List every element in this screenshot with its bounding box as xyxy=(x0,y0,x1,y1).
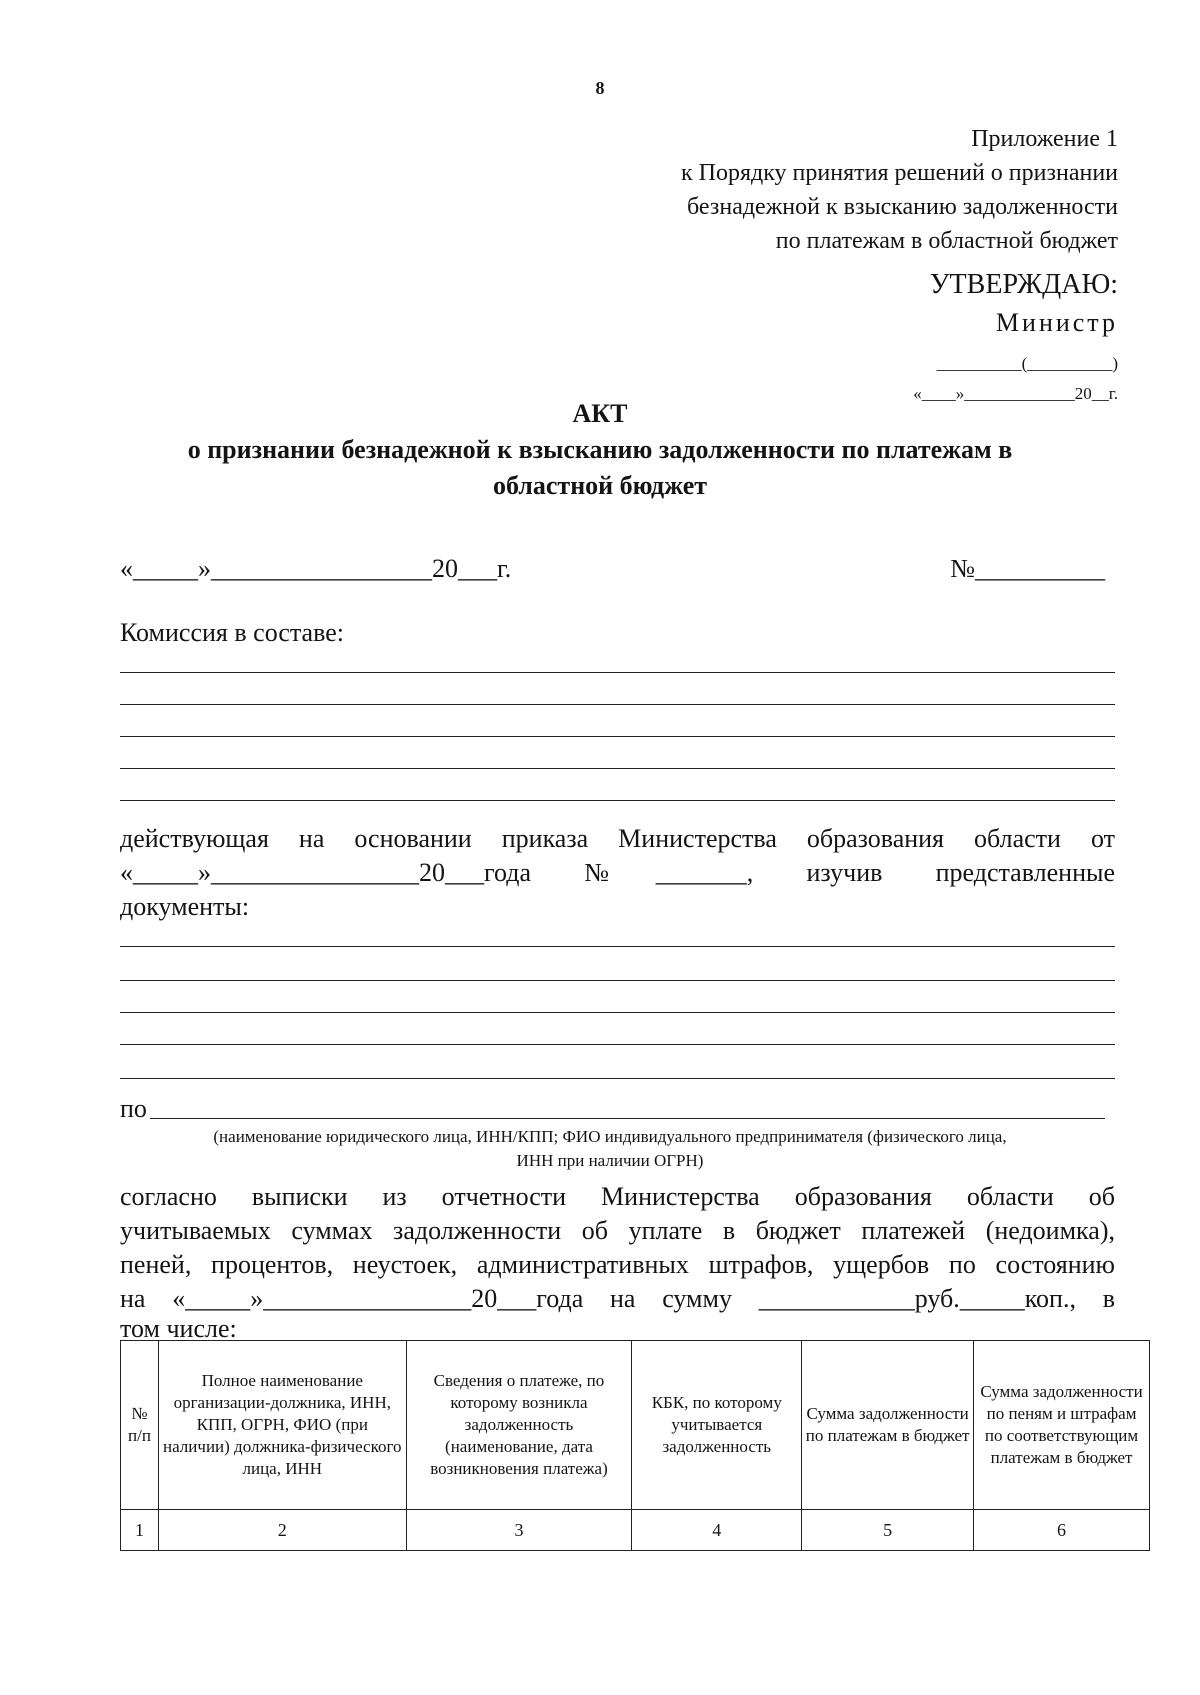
documents-line-2 xyxy=(120,980,1115,981)
basis-line-1: действующая на основании приказа Министерства образования области от xyxy=(120,824,1115,853)
table-header-cell: Полное наименование организации-должника, ИНН, КПП, ОГРН, ФИО (при наличии) должника-физического лица, ИНН xyxy=(158,1341,406,1510)
table-cell: 1 xyxy=(121,1510,159,1551)
po-note xyxy=(110,1125,1110,1173)
statement-line-5: том числе: xyxy=(120,1314,237,1343)
basis-line-3: документы: xyxy=(120,892,250,921)
po-note-line-2: ИНН при наличии ОГРН) xyxy=(516,1151,704,1170)
act-number: №__________ xyxy=(950,554,1105,583)
commission-label: Комиссия в составе: xyxy=(120,618,344,647)
documents-line-5 xyxy=(120,1078,1115,1079)
act-subtitle: о признании безнадежной к взысканию задолженности по платежам в областной бюджет xyxy=(187,435,1013,500)
table-header-cell: КБК, по которому учитывается задолженность xyxy=(632,1341,802,1510)
table-cell: 4 xyxy=(632,1510,802,1551)
po-line xyxy=(150,1118,1105,1119)
page-number: 8 xyxy=(595,78,605,98)
act-date: «_____»_________________20___г. xyxy=(120,554,512,583)
documents-line-1 xyxy=(120,946,1115,947)
approval-block xyxy=(930,266,1118,342)
statement-line-1: согласно выписки из отчетности Министерства образования области об xyxy=(120,1182,1115,1211)
appendix-block xyxy=(418,122,1118,258)
commission-line-4 xyxy=(120,768,1115,769)
table-header-cell: Сумма задолженности по платежам в бюджет xyxy=(802,1341,974,1510)
table-header-row xyxy=(121,1341,1150,1510)
table-row xyxy=(121,1510,1150,1551)
appendix-line-2: к Порядку принятия решений о признании xyxy=(680,160,1118,186)
appendix-line-3: безнадежной к взысканию задолженности xyxy=(687,194,1118,220)
commission-line-3 xyxy=(120,736,1115,737)
approval-date-line: «____»_____________20__г. xyxy=(913,384,1118,403)
documents-line-3 xyxy=(120,1012,1115,1013)
appendix-line-4: по платежам в областной бюджет xyxy=(775,228,1118,254)
commission-line-5 xyxy=(120,800,1115,801)
signature-line: __________(__________) xyxy=(936,354,1118,373)
statement-line-3: пеней, процентов, неустоек, административных штрафов, ущербов по состоянию xyxy=(120,1250,1115,1279)
documents-line-4 xyxy=(120,1044,1115,1045)
statement-line-4: на «_____»________________20___года на сумму ____________руб._____коп., в xyxy=(120,1284,1115,1313)
table-cell: 3 xyxy=(406,1510,632,1551)
commission-line-1 xyxy=(120,672,1115,673)
table-header-cell: № п/п xyxy=(121,1341,159,1510)
po-label: по xyxy=(120,1094,147,1123)
table-cell: 6 xyxy=(974,1510,1150,1551)
approve-label: УТВЕРЖДАЮ: xyxy=(929,269,1118,300)
act-title: АКТ xyxy=(572,399,628,428)
appendix-line-1: Приложение 1 xyxy=(971,126,1118,152)
basis-line-2: «_____»________________20___года №_______, изучив представленные xyxy=(120,858,1115,887)
po-note-line-1: (наименование юридического лица, ИНН/КПП; ФИО индивидуального предпринимателя (физического лица, xyxy=(213,1127,1007,1146)
table-header-cell: Сведения о платеже, по которому возникла задолженность (наименование, дата возникновения платежа) xyxy=(406,1341,632,1510)
table-cell: 5 xyxy=(802,1510,974,1551)
debt-table xyxy=(120,1340,1150,1551)
table-header-cell: Сумма задолженности по пеням и штрафам по соответствующим платежам в бюджет xyxy=(974,1341,1150,1510)
commission-line-2 xyxy=(120,704,1115,705)
minister-label: Министр xyxy=(995,308,1118,337)
table-cell: 2 xyxy=(158,1510,406,1551)
statement-line-2: учитываемых суммах задолженности об уплате в бюджет платежей (недоимка), xyxy=(120,1216,1115,1245)
